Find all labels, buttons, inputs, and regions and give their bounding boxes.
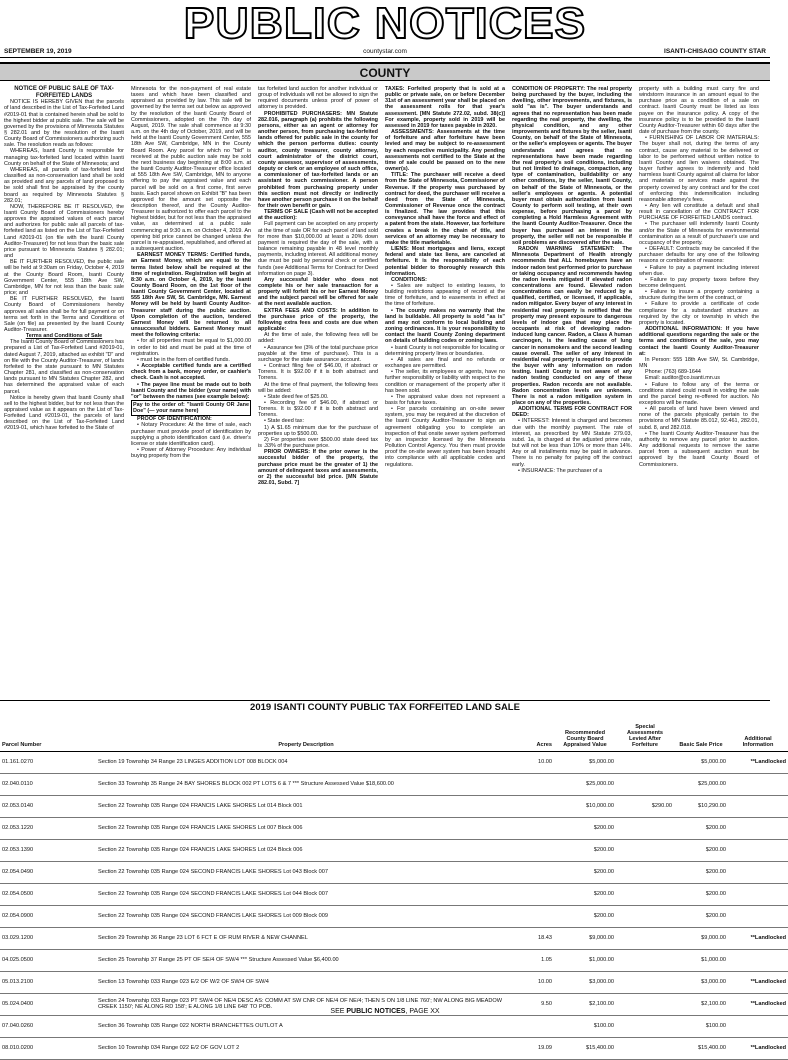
notice-paragraph: • DEFAULT: Contracts may be canceled if the purchaser defaults for any one of the following reasons or combination of reasons: bbox=[639, 246, 759, 265]
property-description-cell: Section 22 Township 035 Range 024 FRANCIS LAKE SHORES Lot 014 Block 001 bbox=[96, 795, 516, 817]
property-description-cell: Section 25 Township 37 Range 25 PT OF SE/4 OF SW/4 *** Structure Assessed Value $6,400.00 bbox=[96, 949, 516, 971]
parcel-number-cell: 08.010.0200 bbox=[0, 1037, 96, 1059]
acres-cell: 10.00 bbox=[516, 751, 554, 773]
recommended-value-cell: $2,100.00 bbox=[554, 993, 616, 1015]
additional-information-cell bbox=[728, 883, 788, 905]
acres-cell bbox=[516, 839, 554, 861]
notice-paragraph: • Assurance fee (3% of the total purchase price payable at the time of purchase). This is a surcharge for the state assurance account. bbox=[258, 344, 378, 363]
additional-information-cell: **Landlocked bbox=[728, 1037, 788, 1059]
basic-sale-price-cell: $25,000.00 bbox=[674, 773, 728, 795]
recommended-value-cell: $1,000.00 bbox=[554, 949, 616, 971]
notice-paragraph: • Power of Attorney Procedure: Any individual buying property from the bbox=[131, 447, 251, 460]
notice-paragraph: NOW, THEREFORE BE IT RESOLVED, the Isanti County Board of Commissioners hereby approves the appraised values of each parcel and authorizes for public sale all parcels of tax-forfeited land as listed on the List of Tax-Forfeited Land #2019-01 (on file with the Isanti County Auditor-Treasurer) for not less than the basic sale price pursuant to Minnesota Statutes § 282.01; and bbox=[4, 203, 124, 260]
header-parcel-number: Parcel Number bbox=[0, 716, 96, 751]
recommended-value-cell: $200.00 bbox=[554, 839, 616, 861]
recommended-value-cell: $10,000.00 bbox=[554, 795, 616, 817]
additional-information-cell bbox=[728, 861, 788, 883]
parcel-number-cell: 02.054.0500 bbox=[0, 883, 96, 905]
additional-information-cell bbox=[728, 817, 788, 839]
notice-paragraph: Any successful bidder who does not complete his or her sale transaction for a property will forfeit his or her Earnest Money and the subject parcel will be offered for sale at the next available auction. bbox=[258, 276, 378, 308]
special-assessment-cell bbox=[616, 839, 674, 861]
acres-cell bbox=[516, 861, 554, 883]
special-assessment-cell bbox=[616, 773, 674, 795]
notice-paragraph: Notice is hereby given that Isanti County shall sell to the highest bidder, but for not less than the appraised value as it appears on the List of Tax-Forfeited Land #2019-01, the parcels of land described on the List of Tax-Forfeited Land #2019-01, which have forfeited to the State of bbox=[4, 394, 124, 432]
basic-sale-price-cell: $5,000.00 bbox=[674, 751, 728, 773]
parcel-number-cell: 02.053.1220 bbox=[0, 817, 96, 839]
notice-paragraph: CONDITION OF PROPERTY: The real property being purchased by the buyer, including the dwelling, other improvements, and fixtures, is sold "as is". The buyer understands and agrees that no representation has been made regarding the real property, the dwelling, the physical condition, and any other improvements and fixtures by the seller, Isanti County, on behalf of the State of Minnesota, or the seller's employees or agents. The buyer understands and agrees that no representations have been made regarding the real property's soil conditions, including but not limited to drainage, compaction, any type of contamination, buildability or any other conditions, by the seller, Isanti County, on behalf of the State of Minnesota, or the seller's employees or agents. A potential buyer must obtain authorization from Isanti County to perform soil testing, at their own expense, before purchasing a parcel by completing a Hold Harmless Agreement with the Isanti County Auditor-Treasurer. Once the buyer has purchased an interest in the property, the seller will not be responsible if soil problems are discovered after the sale. bbox=[512, 86, 632, 246]
property-description-cell: Section 13 Township 033 Range 023 E/2 OF W/2 OF SW/4 OF SW/4 bbox=[96, 971, 516, 993]
table-row bbox=[0, 949, 788, 971]
acres-cell bbox=[516, 817, 554, 839]
table-row bbox=[0, 971, 788, 993]
folio-bar bbox=[0, 46, 770, 58]
additional-information-cell: **Landlocked bbox=[728, 993, 788, 1015]
additional-information-cell bbox=[728, 839, 788, 861]
acres-cell: 9.50 bbox=[516, 993, 554, 1015]
notice-paragraph: • Recording fee of $46.00, if abstract or Torrens. It is $92.00 if it is both abstract and Torrens. bbox=[258, 399, 378, 419]
notice-paragraph: • The seller, its employees or agents, have no further responsibility or liability with respect to the condition or management of the property after it has been sold. bbox=[385, 369, 505, 394]
basic-sale-price-cell: $200.00 bbox=[674, 905, 728, 927]
notice-paragraph: TAXES: Forfeited property that is sold at a public or private sale, on or before December 31st of an assessment year shall be placed on the assessment rolls for that year's assessment. [MN Statute 272.02, subd. 38(c)] For example, property sold in 2019 will be assessed in 2019 for taxes payable in 2020. bbox=[385, 86, 505, 129]
notice-paragraph: WHEREAS, Isanti County is responsible for managing tax-forfeited land located within Isanti County on behalf of the State of Minnesota; and bbox=[4, 148, 124, 167]
notice-paragraph: • The appraised value does not represent a basis for future taxes. bbox=[385, 393, 505, 406]
special-assessment-cell bbox=[616, 883, 674, 905]
masthead-title: PUBLIC NOTICES bbox=[183, 0, 587, 48]
property-description-cell: Section 29 Township 36 Range 23 LOT 6 FCT E OF RUM RIVER & NEW CHANNEL bbox=[96, 927, 516, 949]
basic-sale-price-cell: $100.00 bbox=[674, 1015, 728, 1037]
recommended-value-cell: $200.00 bbox=[554, 905, 616, 927]
section-bar bbox=[0, 62, 770, 81]
notice-paragraph: • State deed tax: bbox=[264, 418, 304, 425]
property-description-cell: Section 10 Township 034 Range 022 E/2 OF GOV LOT 2 bbox=[96, 1037, 516, 1059]
property-description-cell: Section 22 Township 035 Range 024 SECOND FRANCIS LAKE SHORES Lot 044 Block 007 bbox=[96, 883, 516, 905]
table-row bbox=[0, 883, 788, 905]
table-row bbox=[0, 773, 788, 795]
notice-paragraph: • INSURANCE: The purchaser of a bbox=[518, 467, 603, 474]
recommended-value-cell: $9,000.00 bbox=[554, 927, 616, 949]
notice-paragraph: TERMS OF SALE (Cash will not be accepted at the auction): bbox=[258, 209, 378, 222]
recommended-value-cell: $25,000.00 bbox=[554, 773, 616, 795]
notice-paragraph: • Contract filing fee of $46.00, if abstract or Torrens. It is $92.00 if it is both abstract and Torrens. bbox=[258, 363, 378, 382]
parcel-number-cell: 02.053.0140 bbox=[0, 795, 96, 817]
notice-paragraph: Email: auditor@co.isanti.mn.us bbox=[645, 375, 721, 382]
property-description-cell: Section 33 Township 35 Range 24 BAY SHORES BLOCK 002 PT LOTS 6 & 7 *** Structure Assessed Value $18,600.00 bbox=[96, 773, 516, 795]
footer-section-link: PUBLIC NOTICES bbox=[346, 1008, 406, 1015]
notice-paragraph: • INTEREST: Interest is charged and becomes due with the monthly payment. The rate of interest, as prescribed by MN Statute 279.03, subd. 1a, is charged at the adjusted prime rate, but will not be less than 10% or more than 14%. Any or all installments may be paid in advance. There is no penalty for paying off the contract early. bbox=[512, 418, 632, 468]
table-header-row bbox=[0, 716, 788, 751]
acres-cell bbox=[516, 795, 554, 817]
notice-paragraph: • Notary Procedure: At the time of sale, each purchaser must provide proof of identification by supplying a photo identification card (i.e. driver's license or state identification card). bbox=[131, 422, 251, 447]
additional-information-cell bbox=[728, 795, 788, 817]
basic-sale-price-cell: $200.00 bbox=[674, 861, 728, 883]
notice-paragraph: Full payment can be accepted on any property at the time of sale OR for each parcel of land sold for more than $10,000.00 at least a 20% down payment is required the day of the sale, with a balance remaining payable in 48 level monthly payments, including interest. All additional money due must be paid by personal check or certified funds (see Additional Terms for Contract for Deed information on page 3). bbox=[258, 221, 378, 277]
footer-suffix: , PAGE XX bbox=[405, 1008, 440, 1015]
recommended-value-cell: $100.00 bbox=[554, 1015, 616, 1037]
continuation-footer bbox=[0, 1005, 770, 1019]
parcel-number-cell: 05.024.0400 bbox=[0, 993, 96, 1015]
notice-paragraph: NOTICE OF PUBLIC SALE OF TAX-FORFEITED LANDS bbox=[14, 86, 114, 99]
notice-paragraph: ASSESSMENTS: Assessments at the time of forfeiture and after forfeiture have been levied and may be subject to re-assessment by each respective municipality. Any pending assessments not certified to the State at the time of sale could be passed on to the new owner(s). bbox=[385, 129, 505, 173]
notice-paragraph: EXTRA FEES AND COSTS: In addition to the purchase price of the property, the following extra fees and costs are due when applicable: bbox=[258, 307, 378, 333]
notice-paragraph: • All parcels of land have been viewed and none of the parcels physically pertain to the provisions of MN Statute 85.012, 92.461, 282.01, subd. 8, and 282.018. bbox=[639, 406, 759, 431]
notice-paragraph: • Any lien will constitute a default and shall result in cancellation of the CONTRACT FOR PURCHASE OF FORFEITED LANDS contract. bbox=[639, 202, 759, 222]
folio-date: SEPTEMBER 19, 2019 bbox=[4, 48, 72, 55]
notice-paragraph: Minnesota for the non-payment of real estate taxes and which have been classified and appraised as provided by law. This sale will be governed by the terms set out below as approved by the resolution of the Isanti County Board of Commissioners, adopted on the 7th day of August, 2019. The sale shall commence at 9:30 a.m. on the 4th day of October, 2019, and will be held at the Isanti County Government Center, 555 18th Ave SW, Cambridge, MN in the County Board Room. Any parcel for which no "bid" is received at the public auction sale may be sold the next business day beginning at 8:00 a.m. at the Isanti County Auditor-Treasurer office located at 555 18th Ave SW, Cambridge, MN to anyone offering to pay the appraised value and each parcel will be sold on a first come, first serve basis. Each parcel shown on Exhibit "B" has been approved for the amount set opposite the description thereof, and the County Auditor-Treasurer is authorized to offer each parcel to the highest bidder, but for not less than the appraised value, as determined at a public sale commencing at 9:30 a.m. on October 4, 2019. An opening bid price cannot be changed unless the parcel is re-appraised, republished, and offered at a subsequent auction. bbox=[131, 86, 251, 253]
property-description-cell: Section 22 Township 035 Range 024 SECOND FRANCIS LAKE SHORES Lot 009 Block 009 bbox=[96, 905, 516, 927]
header-property-description: Property Description bbox=[96, 716, 516, 751]
basic-sale-price-cell: $200.00 bbox=[674, 883, 728, 905]
property-description-cell: Section 36 Township 035 Range 022 NORTH BRANCHETTES OUTLOT A bbox=[96, 1015, 516, 1037]
basic-sale-price-cell: $3,000.00 bbox=[674, 971, 728, 993]
notice-paragraph: 1) A $1.65 minimum due for the purchase of properties up to $500.00. bbox=[258, 424, 378, 437]
acres-cell bbox=[516, 773, 554, 795]
table-row bbox=[0, 927, 788, 949]
parcel-number-cell: 02.054.0490 bbox=[0, 861, 96, 883]
notice-paragraph: • State deed fee of $25.00. bbox=[264, 393, 329, 400]
notice-paragraph: EARNEST MONEY TERMS: Certified funds, an Earnest Money, which are equal to the terms listed below shall be required at the time of registration. Registration will begin at 8:30 a.m. on October 4, 2019, by the Isanti County Board Room, on the 1st floor of the Isanti County Government Center, located at 555 18th Ave SW, St. Cambridge, MN. Earnest Money will be held by Isanti County Auditor-Treasurer staff during the public auction. Upon completion of the auction, tendered Earnest Money will be returned to all unsuccessful bidders. Earnest Money must meet the following criteria: bbox=[131, 252, 251, 339]
parcel-number-cell: 01.161.0270 bbox=[0, 751, 96, 773]
parcel-number-cell: 07.040.0260 bbox=[0, 1015, 96, 1037]
additional-information-cell bbox=[728, 773, 788, 795]
property-description-cell: Section 19 Township 34 Range 23 LINGES ADDITION LOT 008 BLOCK 004 bbox=[96, 751, 516, 773]
notice-paragraph: property with a building must carry fire and windstorm insurance in an amount equal to the purchase price as a condition of a sale on contract. Isanti County must be listed as loss payee on the insurance policy. A copy of the insurance policy is to be provided to the Isanti County Auditor-Treasurer within 60 days after the date of purchase from the county. bbox=[639, 86, 759, 136]
recommended-value-cell: $5,000.00 bbox=[554, 751, 616, 773]
folio-site: countystar.com bbox=[363, 48, 407, 55]
notice-paragraph: The Isanti County Board of Commissioners has prepared a List of Tax-Forfeited Land #2019-01, dated August 7, 2019, attached as exhibit "D" and on file with the County Auditor-Treasurer, of lands forfeited to the state pursuant to MN Statutes Chapter 281, and classified as non-conservation lands pursuant to MN Statutes Chapter 282, and has determined the appraised value of each parcel. bbox=[4, 339, 124, 395]
notice-paragraph: • The purchaser will indemnify Isanti County and/or the State of Minnesota for environmental contamination as a result of purchaser's use and occupancy of the property. bbox=[639, 221, 759, 246]
basic-sale-price-cell: $200.00 bbox=[674, 839, 728, 861]
additional-information-cell bbox=[728, 949, 788, 971]
special-assessment-cell bbox=[616, 751, 674, 773]
notice-paragraph: • Failure to provide a certificate of code compliance for a substandard structure as required by the city or township in which the property is located. bbox=[639, 301, 759, 326]
additional-information-cell: **Landlocked bbox=[728, 751, 788, 773]
notice-paragraph: NOTICE IS HEREBY GIVEN that the parcels of land described in the List of Tax-Forfeited Land #2019-01 that is contained herein shall be sold to the highest bidder at public sale. The sale will be governed by the provisions of Minnesota Statutes § 282.01 and by the resolution of the Isanti County Board of Commissioners authorizing such sale. The resolution reads as follows: bbox=[4, 99, 124, 149]
property-description-cell: Section 22 Township 035 Range 024 FRANCIS LAKE SHORES Lot 007 Block 006 bbox=[96, 817, 516, 839]
basic-sale-price-cell: $1,000.00 bbox=[674, 949, 728, 971]
basic-sale-price-cell: $2,100.00 bbox=[674, 993, 728, 1015]
footer-prefix: SEE bbox=[330, 1008, 347, 1015]
notice-paragraph: • Failure to follow any of the terms or conditions stated could result in voiding the sale and the parcel being re-offered for auction. No exceptions will be made. bbox=[639, 381, 759, 406]
special-assessment-cell bbox=[616, 1037, 674, 1059]
notice-paragraph: WHEREAS, all parcels of tax-forfeited land classified as non-conservation land shall be sold as provided and any parcels of land proposed to be sold shall first be appraised by the county board as required by Minnesota Statutes § 282.01; bbox=[4, 166, 124, 204]
notice-paragraph: • Failure to insure a property containing a structure during the term of the contract, or bbox=[639, 289, 759, 302]
notice-paragraph: • must be in the form of certified funds. bbox=[137, 356, 230, 363]
notice-paragraph: LIENS: Most mortgages and liens, except federal and state tax liens, are canceled at forfeiture. It is the responsibility of each potential bidder to thoroughly research this information. bbox=[385, 246, 505, 277]
parcel-number-cell: 02.054.0900 bbox=[0, 905, 96, 927]
notice-paragraph: TITLE: The purchaser will receive a deed from the State of Minnesota, Commissioner of Revenue. If the property was purchased by contract for deed, the purchaser will receive a deed from the State of Minnesota, Commissioner of Revenue once the contract is finalized. The law provides that this conveyance shall have the force and effect of a patent from the state. However, tax forfeiture creates a break in the chain of title, and services of an attorney may be necessary to make the title marketable. bbox=[385, 172, 505, 246]
section-label: COUNTY bbox=[359, 66, 411, 80]
table-row bbox=[0, 817, 788, 839]
table-row bbox=[0, 861, 788, 883]
parcel-number-cell: 02.040.0110 bbox=[0, 773, 96, 795]
acres-cell: 10.00 bbox=[516, 971, 554, 993]
table-row bbox=[0, 839, 788, 861]
recommended-value-cell: $15,400.00 bbox=[554, 1037, 616, 1059]
property-description-cell: Section 22 Township 035 Range 024 SECOND FRANCIS LAKE SHORES Lot 043 Block 007 bbox=[96, 861, 516, 883]
header-special-assessments: Special Assessments Levied After Forfeiture bbox=[616, 716, 674, 751]
special-assessment-cell bbox=[616, 905, 674, 927]
property-description-cell: Section 22 Township 035 Range 024 FRANCIS LAKE SHORES Lot 024 Block 006 bbox=[96, 839, 516, 861]
notice-paragraph: PRIOR OWNERS: If the prior owner is the successful bidder of the property, the purchase price must be the greater of 1) the amount of delinquent taxes and assessments, or 2) the successful bid price. [MN Statute 282.01, Subd. 7] bbox=[258, 449, 378, 486]
header-recommended-value: Recommended County Board Appraised Value bbox=[554, 716, 616, 751]
special-assessment-cell bbox=[616, 949, 674, 971]
basic-sale-price-cell: $9,000.00 bbox=[674, 927, 728, 949]
masthead bbox=[0, 0, 770, 48]
notice-paragraph: 2) For properties over $500.00 state deed tax is .33% of the purchase price. bbox=[258, 436, 378, 450]
notice-paragraph: • Failure to pay property taxes before they become delinquent. bbox=[639, 276, 759, 289]
notice-paragraph: CONDITIONS: bbox=[391, 276, 427, 283]
notice-paragraph: • Failure to pay a payment including interest when due. bbox=[639, 264, 759, 277]
notice-paragraph: At the time of final payment, the following fees will be added: bbox=[258, 381, 378, 394]
special-assessment-cell bbox=[616, 861, 674, 883]
special-assessment-cell bbox=[616, 927, 674, 949]
acres-cell: 18.43 bbox=[516, 927, 554, 949]
special-assessment-cell bbox=[616, 971, 674, 993]
parcel-number-cell: 02.053.1390 bbox=[0, 839, 96, 861]
acres-cell bbox=[516, 883, 554, 905]
notice-paragraph: PROOF OF IDENTIFICATION: bbox=[137, 416, 212, 423]
notice-paragraph: At the time of sale, the following fees will be added: bbox=[258, 332, 378, 345]
notice-paragraph: • Isanti County is not responsible for locating or determining property lines or boundaries. bbox=[385, 344, 505, 357]
notice-paragraph: Phone: (763) 689-1644 bbox=[645, 369, 701, 376]
notice-paragraph: • All sales are final and no refunds or exchanges are permitted. bbox=[385, 356, 505, 370]
additional-information-cell: **Landlocked bbox=[728, 971, 788, 993]
parcel-number-cell: 05.013.2100 bbox=[0, 971, 96, 993]
notice-paragraph: • for all properties must be equal to $1,000.00 in order to bid and must be paid at the time of registration. bbox=[131, 338, 251, 357]
notice-paragraph: • Acceptable certified funds are a certified check from a bank, money order, or cashier's check. Cash is not accepted. bbox=[131, 363, 251, 382]
header-additional-information: Additional Information bbox=[728, 716, 788, 751]
additional-information-cell: **Landlocked bbox=[728, 927, 788, 949]
parcel-number-cell: 03.029.1200 bbox=[0, 927, 96, 949]
table-row bbox=[0, 905, 788, 927]
notice-paragraph: In Person: 555 18th Ave SW, St. Cambridge, MN bbox=[639, 356, 759, 370]
additional-information-cell bbox=[728, 905, 788, 927]
recommended-value-cell: $200.00 bbox=[554, 817, 616, 839]
recommended-value-cell: $3,000.00 bbox=[554, 971, 616, 993]
special-assessment-cell bbox=[616, 817, 674, 839]
header-basic-sale-price: Basic Sale Price bbox=[674, 716, 728, 751]
notice-paragraph: • The county makes no warranty that the land is buildable. All property is sold "as is" and may not conform to local building and zoning ordinances. It is your responsibility to contact the Isanti County Zoning department on details of building codes or zoning laws. bbox=[385, 307, 505, 345]
notice-paragraph: tax forfeited land auction for another individual or group of individuals will not be allowed to sign the required documents unless proof of power of attorney is provided. bbox=[258, 86, 378, 111]
notice-paragraph: PROHIBITED PURCHASERS: MN Statute 282.016, paragraph (a) prohibits the following persons, either as an agent or attorney for another person, from purchasing tax-forfeited lands offered for public sale in the county for which the person performs duties: county auditor, county treasurer, county attorney, court administrator of the district court, county assessor, supervisor of assessments, deputy or clerk or an employee of such office, a commissioner of tax-forfeited lands or an assistant to such commissioner. A person prohibited from purchasing property under this section must not directly or indirectly have another person purchase it on the behalf for their own benefit or gain. bbox=[258, 110, 378, 209]
special-assessment-cell: $290.00 bbox=[616, 795, 674, 817]
basic-sale-price-cell: $10,290.00 bbox=[674, 795, 728, 817]
basic-sale-price-cell: $200.00 bbox=[674, 817, 728, 839]
recommended-value-cell: $200.00 bbox=[554, 883, 616, 905]
land-sale-title: 2019 ISANTI COUNTY PUBLIC TAX FORFEITED LAND SALE bbox=[0, 700, 770, 714]
acres-cell: 19.09 bbox=[516, 1037, 554, 1059]
notice-paragraph: • The Isanti County Auditor-Treasurer has the authority to remove any parcel prior to auction. Any additional requests to remove the same parcel from a subsequent auction must be approved by the Isanti County Board of Commissioners. bbox=[639, 430, 759, 468]
acres-cell: 1.05 bbox=[516, 949, 554, 971]
parcel-number-cell: 04.025.0500 bbox=[0, 949, 96, 971]
table-row bbox=[0, 751, 788, 773]
table-row bbox=[0, 795, 788, 817]
property-description-cell: Section 24 Township 033 Range 023 PT SW/4 OF NE/4 DESC AS: COMM AT SW CNR OF NE/4 OF NE/4; THEN S ON 1/8 LINE 760'; NW ALONG BIG MEADOW CREEK 1150'; NE ALONG RD 158'; E ALONG 1/8 LINE 648' TO POB. bbox=[96, 993, 516, 1015]
notice-paragraph: BE IT FURTHER RESOLVED, the public sale will be held at 9:30am on Friday, October 4, 2019 at the County Board Room, Isanti County Government Center, 555 18th Ave SW, Cambridge, MN for not less than the basic sale price; and bbox=[4, 259, 124, 297]
notice-paragraph: • The payee line must be made out to both Isanti County and the bidder (your name) with "or" between the names (see example below): bbox=[131, 381, 251, 400]
folio-paper: ISANTI-CHISAGO COUNTY STAR bbox=[664, 48, 766, 55]
notice-paragraph: Terms and Conditions of Sale bbox=[25, 333, 103, 340]
header-acres: Acres bbox=[516, 716, 554, 751]
notice-paragraph: • FURNISHING OF LABOR OR MATERIALS: The buyer shall not, during the terms of any contract, cause any material to be delivered or labor to be performed without written notice to Isanti County and lien waivers obtained. The buyer further agrees to indemnify and hold harmless Isanti County against all claims for labor and materials or services made against the property covered by any contract and for the cost of enforcing this indemnification including reasonable attorney's fees. bbox=[639, 135, 759, 203]
acres-cell bbox=[516, 905, 554, 927]
notice-paragraph: • Sales are subject to existing leases, to building restrictions appearing of record at the time of forfeiture, and to easements in effect at the time of forfeiture. bbox=[385, 283, 505, 308]
notice-paragraph: BE IT FURTHER RESOLVED, the Isanti County Board of Commissioners hereby approves all sales shall be for full payment or on terms set forth in the Terms and Conditions of Sale (on file) as presented by the Isanti County Auditor-Treasurer. bbox=[4, 296, 124, 333]
notice-paragraph: ADDITIONAL INFORMATION: If you have additional questions regarding the sale or the terms and conditions of the sale, you may contact the Isanti County Auditor-Treasurer at: bbox=[639, 326, 759, 357]
recommended-value-cell: $200.00 bbox=[554, 861, 616, 883]
basic-sale-price-cell: $15,400.00 bbox=[674, 1037, 728, 1059]
notice-paragraph: • For parcels containing an on-site sewer system, you may be required at the discretion of the Isanti County Auditor-Treasurer to sign an agreement obligating you to complete an inspection of that onsite sewer system performed by an inspector licensed by the Minnesota Pollution Control Agency. You then must provide proof the on-site sewer system has been brought into compliance with all applicable codes and regulations. bbox=[385, 406, 505, 468]
notice-paragraph: Pay to the order of: "Isanti County OR Jane Doe" (— your name here) bbox=[131, 400, 251, 416]
table-row bbox=[0, 1037, 788, 1059]
notice-paragraph: ADDITIONAL TERMS FOR CONTRACT FOR DEED: bbox=[512, 406, 632, 419]
notice-paragraph: RADON WARNING STATEMENT: The Minnesota Department of Health strongly recommends that ALL homebuyers have an indoor radon test performed prior to purchase or taking occupancy and recommends having the radon levels mitigated if elevated radon concentrations are found. Elevated radon concentrations can easily be reduced by a qualified, certified, or licensed, if applicable, radon mitigator. Every buyer of any interest in residential real property is notified that the property may present exposure to dangerous levels of indoor gas that may place the occupants at risk of developing radon-induced lung cancer. Radon, a Class A human carcinogen, is the leading cause of lung cancer in nonsmokers and the second leading cause overall. The seller of any interest in residential real property is required to provide the buyer with any information on radon testing. Isanti County is not aware of any radon testing conducted on any of these properties. Radon records are not available. Radon concentration levels are unknown. There is not a radon mitigation system in place on any of the properties. bbox=[512, 246, 632, 406]
